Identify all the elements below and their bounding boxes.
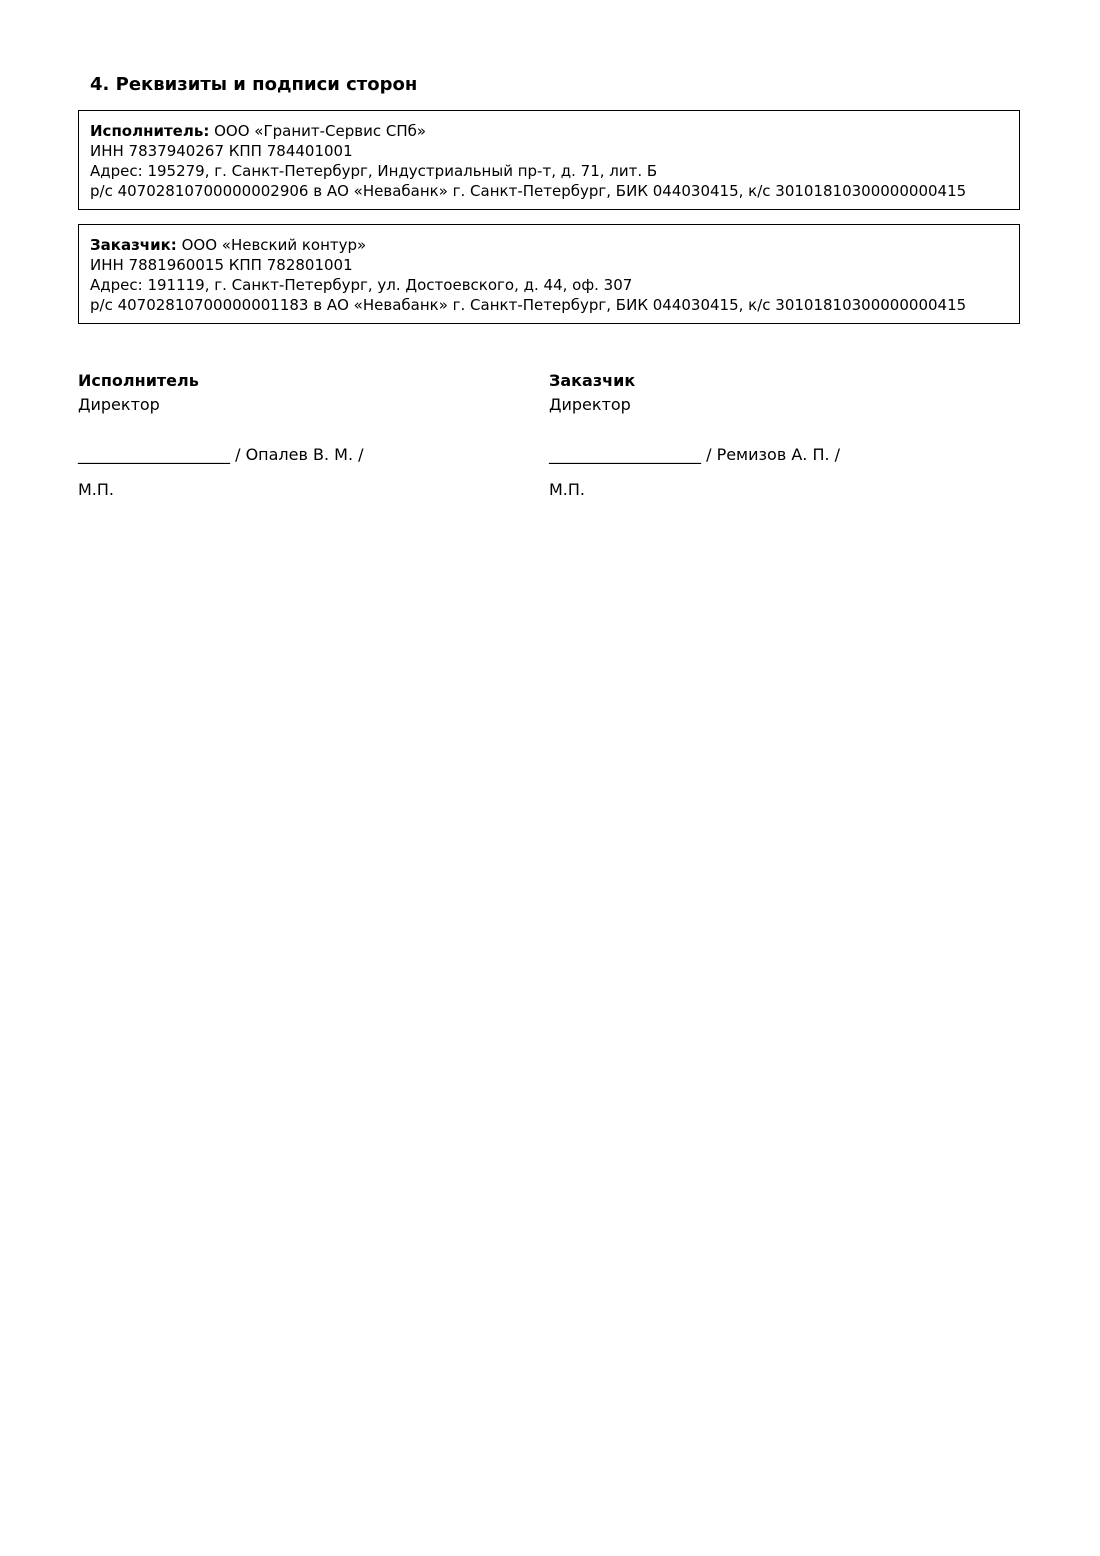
- customer-bank-details: р/с 40702810700000001183 в АО «Невабанк» г. Санкт-Петербург, БИК 044030415, к/с 30101810300000000415: [90, 296, 967, 314]
- customer-stamp-place: М.П.: [549, 480, 586, 499]
- customer-label: Заказчик:: [90, 236, 177, 254]
- customer-address: Адрес: 191119, г. Санкт-Петербург, ул. Достоевского, д. 44, оф. 307: [90, 276, 633, 294]
- customer-details-box: [78, 224, 1020, 324]
- executor-signature-block: [78, 370, 364, 501]
- customer-signature-role: Заказчик: [549, 371, 636, 390]
- executor-stamp-place: М.П.: [78, 480, 115, 499]
- customer-inn-kpp: ИНН 7881960015 КПП 782801001: [90, 256, 353, 274]
- executor-signature-position: Директор: [78, 395, 160, 414]
- executor-details-box: [78, 110, 1020, 210]
- executor-label: Исполнитель:: [90, 122, 210, 140]
- customer-signature-block: [549, 370, 840, 501]
- executor-name: ООО «Гранит-Сервис СПб»: [214, 122, 427, 140]
- customer-signature-position: Директор: [549, 395, 631, 414]
- customer-signature-line: ___________________ / Ремизов А. П. /: [549, 445, 841, 464]
- executor-signature-role: Исполнитель: [78, 371, 199, 390]
- customer-name: ООО «Невский контур»: [181, 236, 367, 254]
- executor-inn-kpp: ИНН 7837940267 КПП 784401001: [90, 142, 353, 160]
- executor-address: Адрес: 195279, г. Санкт-Петербург, Индустриальный пр-т, д. 71, лит. Б: [90, 162, 658, 180]
- section-title: 4. Реквизиты и подписи сторон: [90, 74, 418, 95]
- executor-name-line: [90, 121, 1019, 141]
- customer-name-line: [90, 235, 1019, 255]
- executor-bank-details: р/с 40702810700000002906 в АО «Невабанк» г. Санкт-Петербург, БИК 044030415, к/с 30101810300000000415: [90, 182, 967, 200]
- executor-signature-line: ___________________ / Опалев В. М. /: [78, 445, 364, 464]
